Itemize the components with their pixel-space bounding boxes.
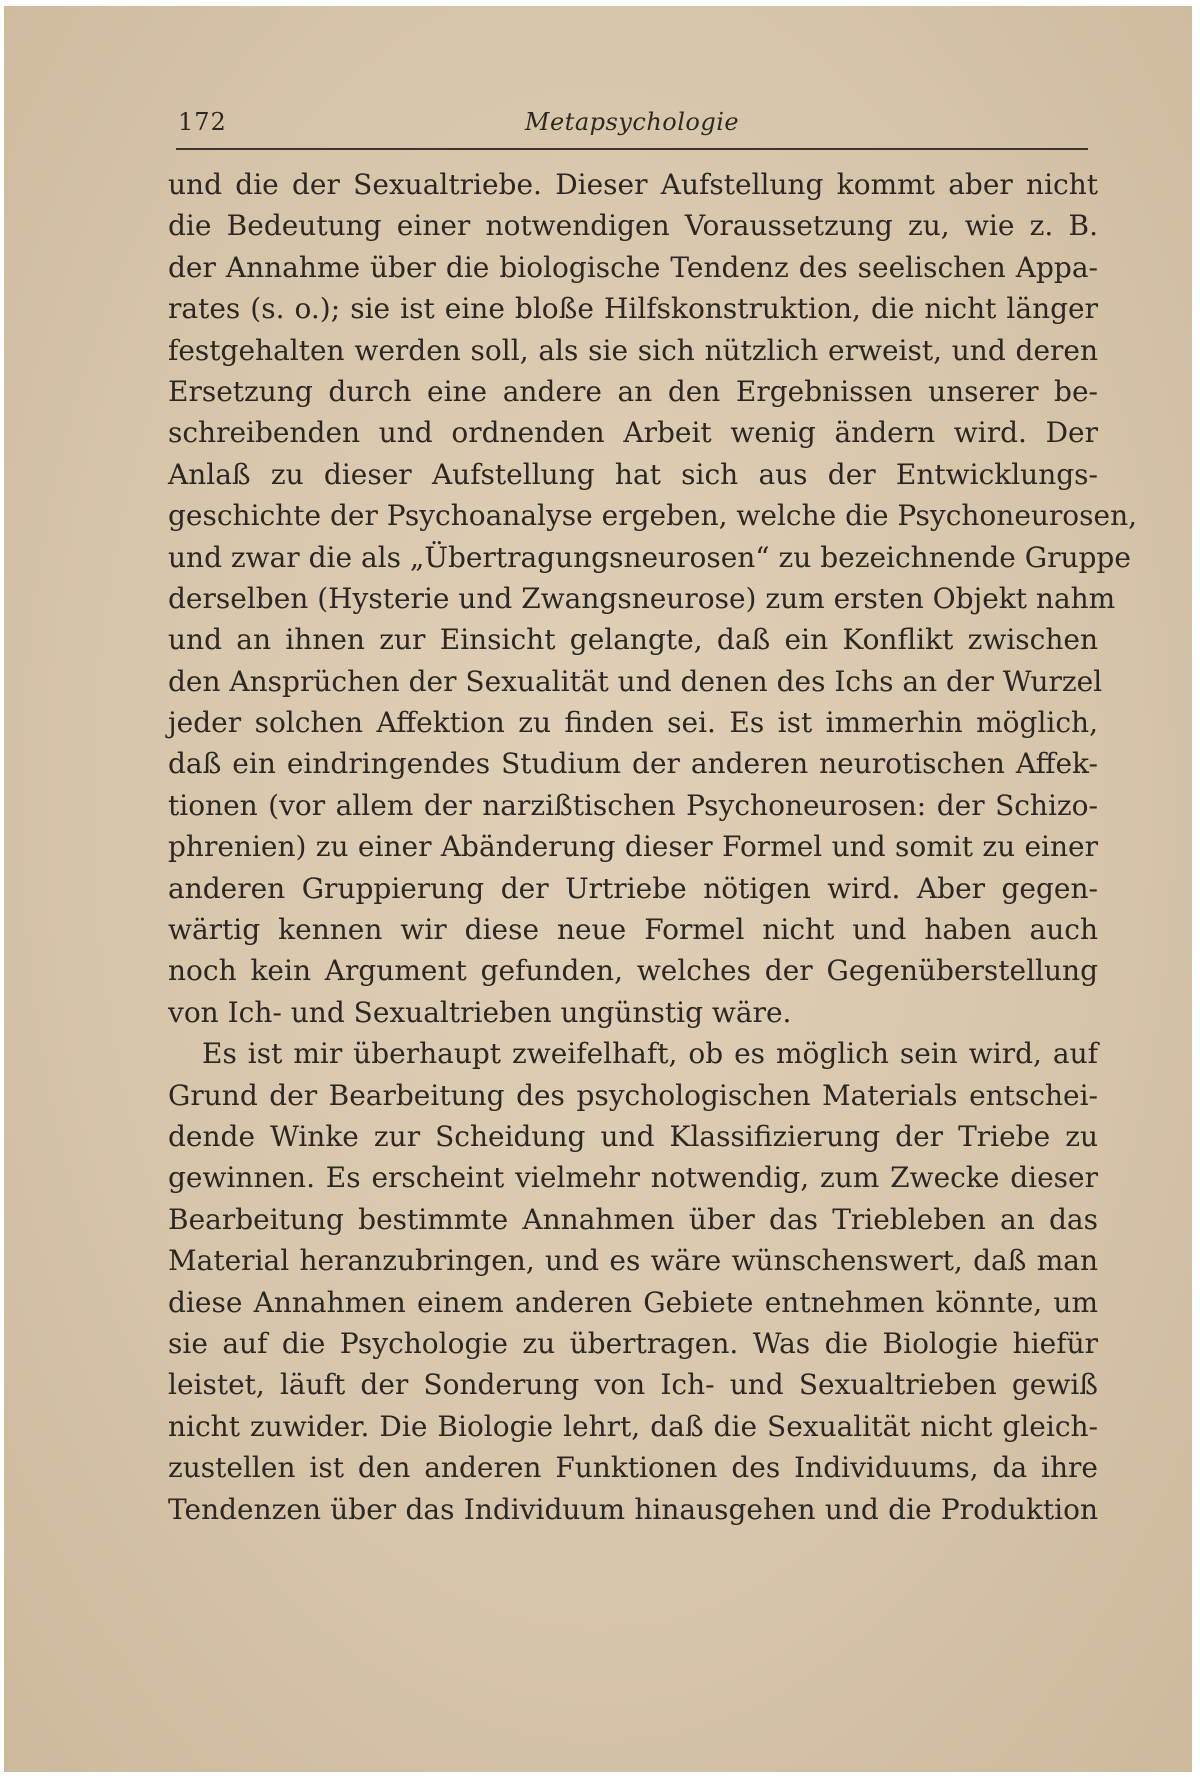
- text-line: rates (s. o.); sie ist eine bloße Hilfskonstruktion, die nicht länger: [168, 292, 1098, 326]
- text-line: schreibenden und ordnenden Arbeit wenig ändern wird. Der: [168, 416, 1098, 450]
- text-line: nicht zuwider. Die Biologie lehrt, daß die Sexualität nicht gleich-: [168, 1409, 1098, 1443]
- text-line: Grund der Bearbeitung des psychologischen Materials entschei-: [168, 1078, 1098, 1112]
- text-line: zustellen ist den anderen Funktionen des Individuums, da ihre: [168, 1451, 1098, 1485]
- text-line: noch kein Argument gefunden, welches der Gegenüberstellung: [168, 954, 1098, 988]
- text-line: und zwar die als „Übertragungsneurosen“ zu bezeichnende Gruppe: [168, 540, 1131, 574]
- text-line: den Ansprüchen der Sexualität und denen des Ichs an der Wurzel: [168, 664, 1103, 698]
- text-line: Tendenzen über das Individuum hinausgehen und die Produktion: [168, 1492, 1098, 1526]
- text-line: die Bedeutung einer notwendigen Voraussetzung zu, wie z. B.: [168, 209, 1098, 243]
- text-line: Anlaß zu dieser Aufstellung hat sich aus der Entwicklungs-: [168, 457, 1098, 491]
- text-line: jeder solchen Affektion zu finden sei. Es ist immerhin möglich,: [168, 706, 1098, 740]
- text-line: sie auf die Psychologie zu übertragen. Was die Biologie hiefür: [168, 1326, 1098, 1360]
- text-line: und an ihnen zur Einsicht gelangte, daß ein Konflikt zwischen: [168, 623, 1098, 657]
- text-line: derselben (Hysterie und Zwangsneurose) zum ersten Objekt nahm: [168, 581, 1116, 615]
- text-line: geschichte der Psychoanalyse ergeben, welche die Psychoneurosen,: [168, 499, 1138, 533]
- text-line: und die der Sexualtriebe. Dieser Aufstellung kommt aber nicht: [168, 168, 1098, 201]
- page-header: [176, 108, 1088, 150]
- text-line: gewinnen. Es erscheint vielmehr notwendig, zum Zwecke dieser: [168, 1161, 1098, 1195]
- text-line: wärtig kennen wir diese neue Formel nicht und haben auch: [168, 913, 1098, 947]
- book-page: [4, 6, 1192, 1772]
- text-line: Material heranzubringen, und es wäre wünschenswert, daß man: [168, 1244, 1098, 1278]
- paragraph-start-line: Es ist mir überhaupt zweifelhaft, ob es möglich sein wird, auf: [202, 1037, 1098, 1071]
- text-line: leistet, läuft der Sonderung von Ich- und Sexualtrieben gewiß: [168, 1368, 1098, 1402]
- text-line: der Annahme über die biologische Tendenz des seelischen Appa-: [168, 250, 1098, 284]
- text-line: phrenien) zu einer Abänderung dieser Formel und somit zu einer: [168, 830, 1098, 864]
- text-line: daß ein eindringendes Studium der anderen neurotischen Affek-: [168, 747, 1098, 781]
- body-text: [168, 164, 1138, 1530]
- running-title: Metapsychologie: [524, 108, 740, 136]
- text-line: dende Winke zur Scheidung und Klassifizierung der Triebe zu: [168, 1119, 1098, 1153]
- text-line: Bearbeitung bestimmte Annahmen über das Triebleben an das: [168, 1202, 1098, 1236]
- text-line: Ersetzung durch eine andere an den Ergebnissen unserer be-: [168, 374, 1098, 408]
- text-line: festgehalten werden soll, als sie sich nützlich erweist, und deren: [168, 333, 1098, 367]
- text-line: anderen Gruppierung der Urtriebe nötigen wird. Aber gegen-: [168, 871, 1098, 905]
- page-number: 172: [178, 108, 227, 136]
- text-line: diese Annahmen einem anderen Gebiete entnehmen könnte, um: [168, 1285, 1098, 1319]
- text-line: tionen (vor allem der narzißtischen Psychoneurosen: der Schizo-: [168, 788, 1098, 822]
- paragraph-end-line: von Ich- und Sexualtrieben ungünstig wäre.: [168, 995, 792, 1029]
